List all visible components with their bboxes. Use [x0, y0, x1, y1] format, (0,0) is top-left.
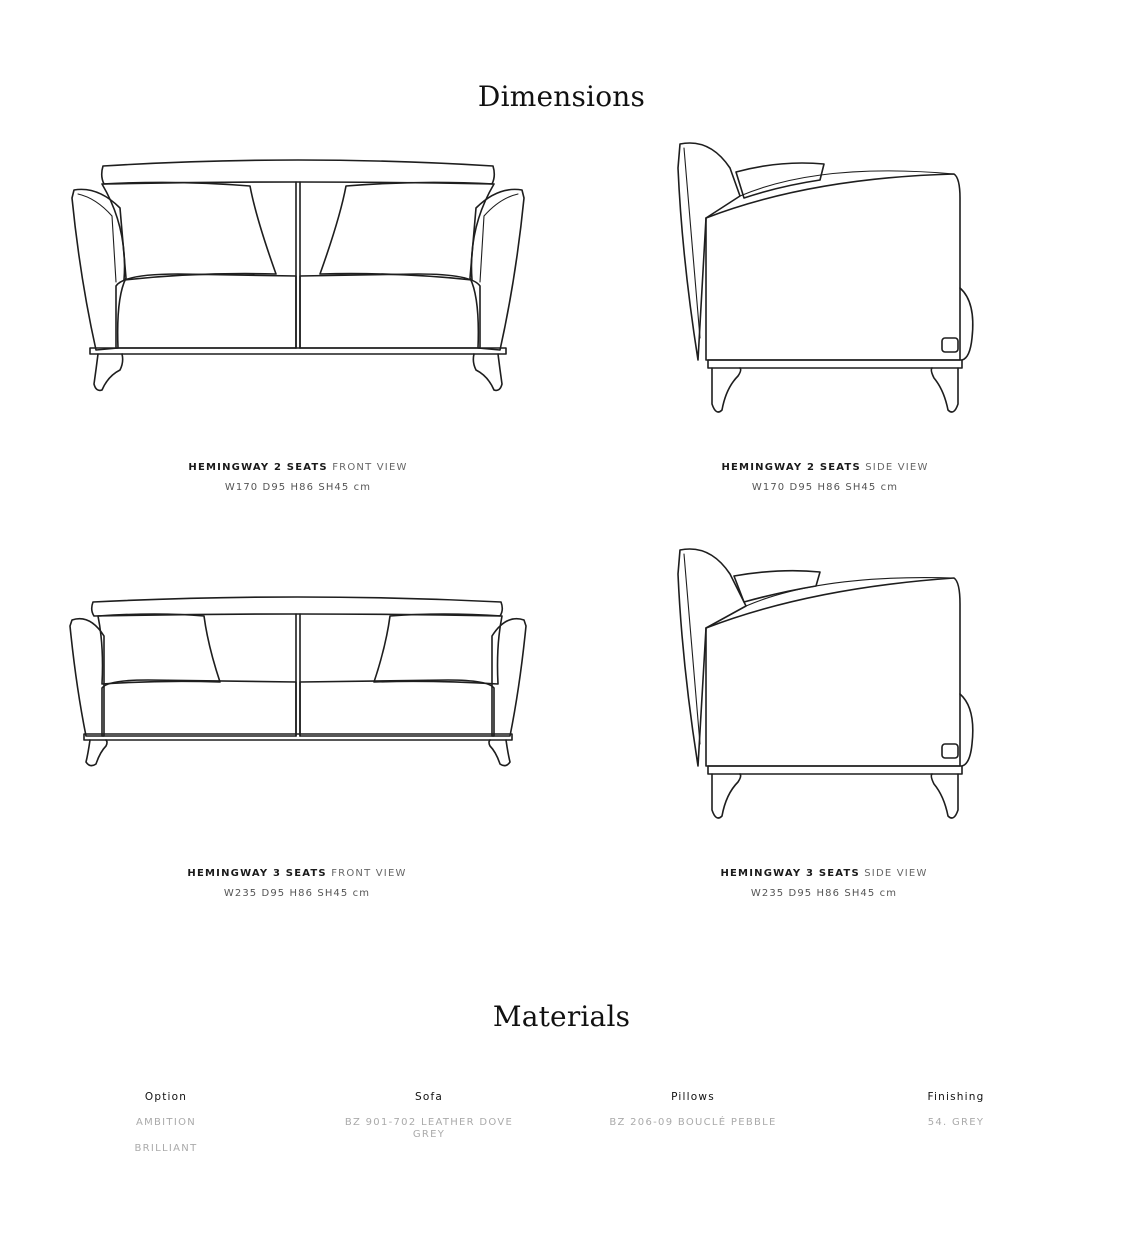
column-header: Pillows: [671, 1091, 715, 1103]
view-label: SIDE VIEW: [865, 462, 929, 473]
column-value: 54. GREY: [927, 1117, 985, 1128]
column-value: BZ 206-09 BOUCLÉ PEBBLE: [609, 1117, 777, 1128]
caption-3-seat-front: [87, 867, 507, 899]
sofa-2-seat-side-drawing: [670, 138, 990, 418]
column-value: BRILLIANT: [134, 1143, 198, 1154]
materials-column-option: [66, 1091, 266, 1155]
dimensions-title: Dimensions: [477, 80, 646, 113]
column-value: BZ 901-702 LEATHER DOVE GREY: [344, 1117, 514, 1140]
column-header: Sofa: [414, 1091, 444, 1103]
caption-2-seat-front: [88, 461, 508, 493]
column-header: Finishing: [927, 1091, 985, 1103]
caption-3-seat-side: [614, 867, 1034, 899]
materials-column-finishing: [856, 1091, 1056, 1129]
dimensions-text: W170 D95 H86 SH45 cm: [224, 482, 372, 493]
dimensions-text: W235 D95 H86 SH45 cm: [750, 888, 898, 899]
column-value: AMBITION: [135, 1117, 197, 1128]
sofa-3-seat-side-drawing: [670, 544, 990, 824]
product-name: HEMINGWAY 2 SEATS: [188, 462, 328, 473]
sofa-3-seat-front-drawing: [68, 596, 528, 776]
product-name: HEMINGWAY 2 SEATS: [721, 462, 861, 473]
dimensions-text: W235 D95 H86 SH45 cm: [223, 888, 371, 899]
view-label: FRONT VIEW: [331, 868, 407, 879]
materials-title: Materials: [492, 1000, 631, 1033]
product-name: HEMINGWAY 3 SEATS: [720, 868, 860, 879]
sofa-2-seat-front-drawing: [68, 158, 528, 398]
view-label: SIDE VIEW: [864, 868, 928, 879]
view-label: FRONT VIEW: [332, 462, 408, 473]
product-name: HEMINGWAY 3 SEATS: [187, 868, 327, 879]
column-header: Option: [144, 1091, 188, 1103]
dimensions-text: W170 D95 H86 SH45 cm: [751, 482, 899, 493]
caption-2-seat-side: [615, 461, 1035, 493]
materials-column-pillows: [593, 1091, 793, 1129]
materials-column-sofa: [329, 1091, 529, 1141]
